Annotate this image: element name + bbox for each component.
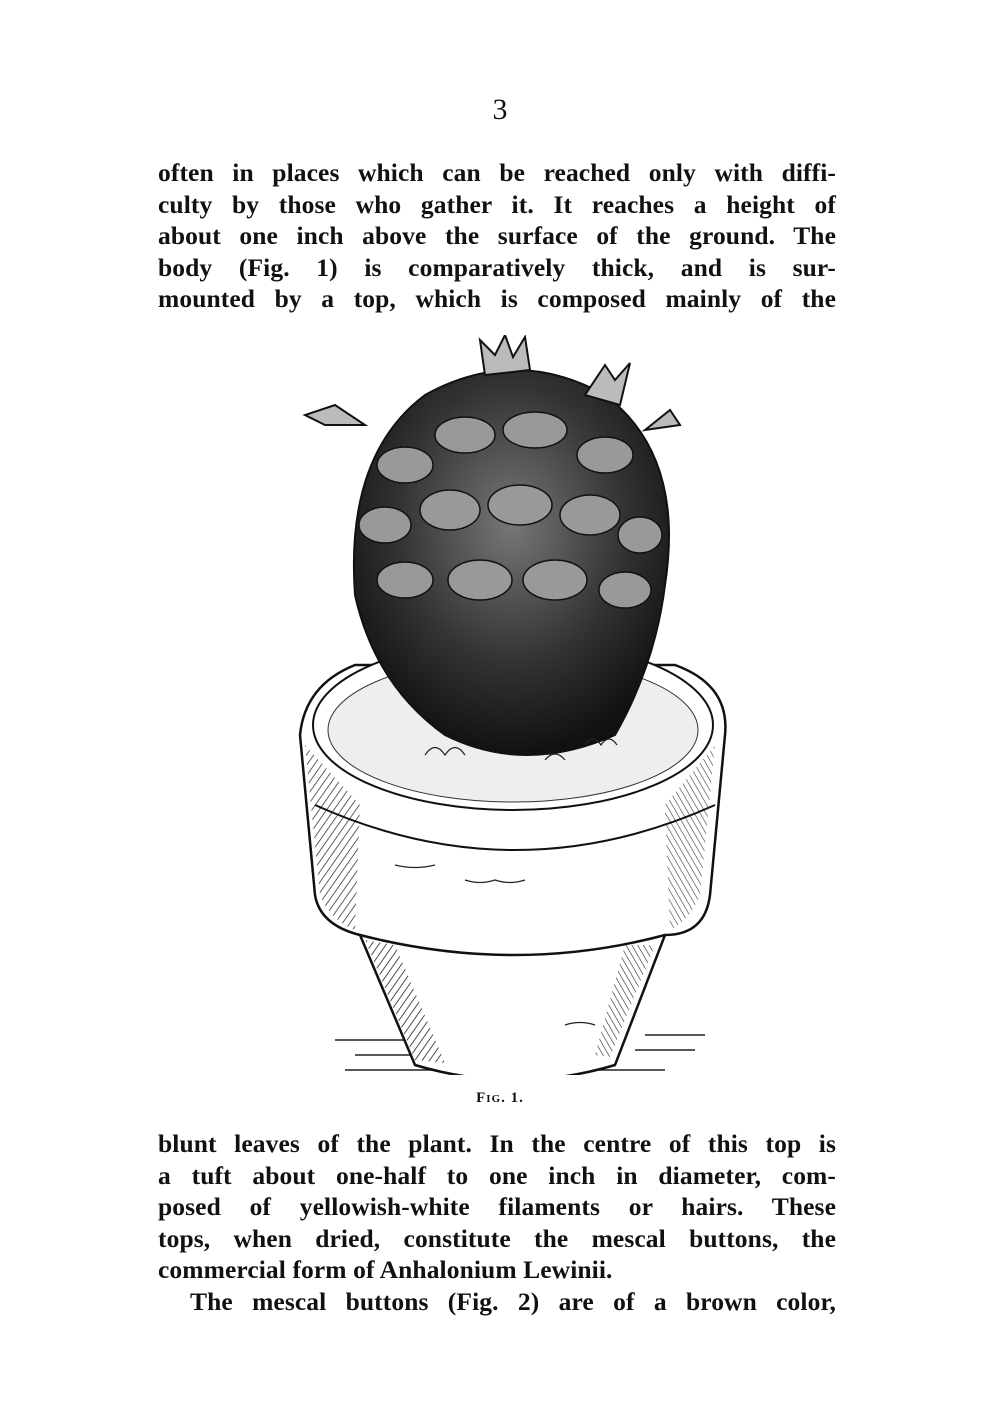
text-line: culty by those who gather it. It reaches a height of [158, 189, 836, 219]
cactus-in-pot-illustration [285, 335, 745, 1075]
text-line: tops, when dried, constitute the mescal buttons, the [158, 1223, 836, 1253]
text-line: commercial form of Anhalonium Lewinii. [158, 1255, 613, 1284]
top-paragraph [158, 157, 836, 315]
text-line: body (Fig. 1) is comparatively thick, and is sur- [158, 252, 836, 282]
text-line: blunt leaves of the plant. In the centre of this top is [158, 1129, 836, 1158]
text-line: often in places which can be reached only with diffi- [158, 158, 836, 187]
text-line: a tuft about one-half to one inch in diameter, com- [158, 1160, 836, 1190]
bottom-paragraph [158, 1128, 836, 1317]
text-line: posed of yellowish-white filaments or hairs. These [158, 1192, 836, 1221]
page-number: 3 [492, 93, 508, 126]
text-line: about one inch above the surface of the ground. The [158, 221, 836, 250]
cactus-pot-drawing [285, 335, 745, 1075]
text-line: The mescal buttons (Fig. 2) are of a brown color, [190, 1286, 836, 1316]
figure-caption: Fig. 1. [476, 1090, 524, 1106]
text-line: mounted by a top, which is composed mainly of the [158, 284, 836, 313]
